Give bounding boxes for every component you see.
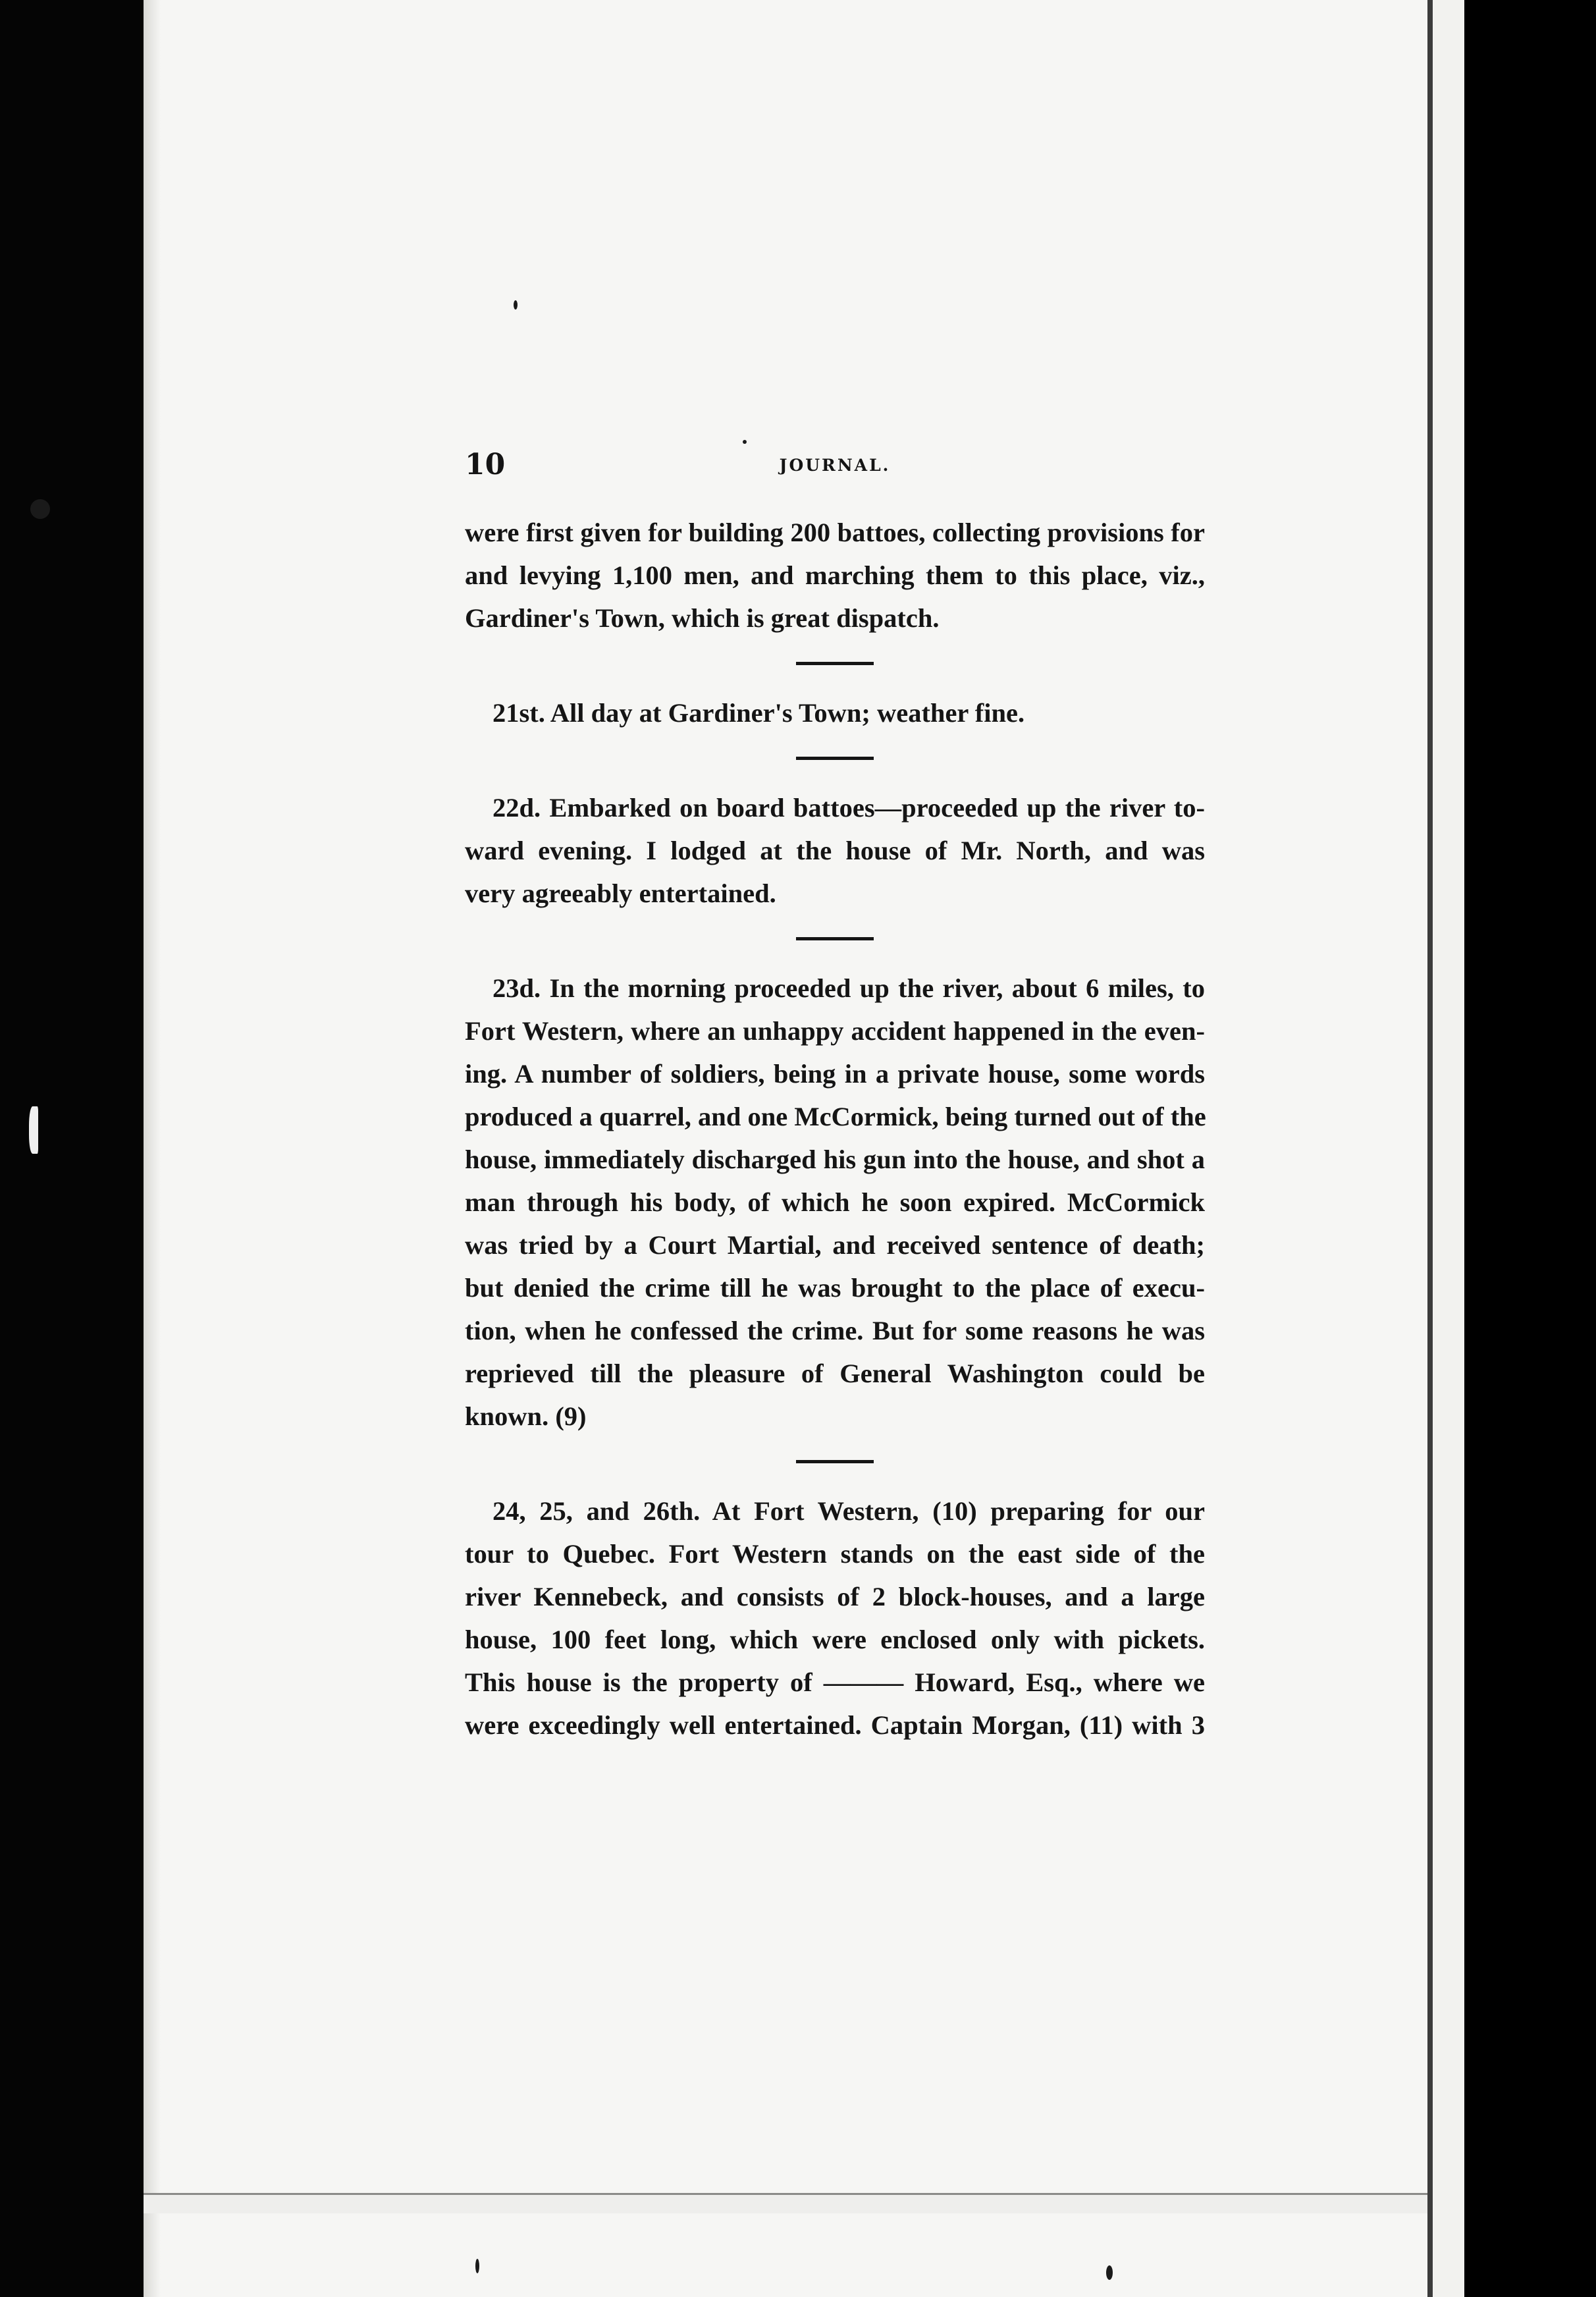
text-line: tour to Quebec. Fort Western stands on the east side of the <box>465 1539 1205 1569</box>
paragraph-23d <box>465 967 1205 1438</box>
scan-speck <box>475 2259 479 2273</box>
text-line: Gardiner's Town, which is great dispatch. <box>465 603 940 633</box>
section-divider <box>796 937 874 940</box>
text-line: 23d. In the morning proceeded up the river, about 6 miles, to <box>492 973 1205 1003</box>
paragraph-continuation <box>465 511 1205 639</box>
page-bottom-edge <box>144 2193 1464 2213</box>
text-line: were exceedingly well entertained. Captain Morgan, (11) with 3 <box>465 1710 1205 1740</box>
section-divider <box>796 662 874 665</box>
adjacent-page-edge <box>1433 0 1464 2297</box>
scan-speck <box>1106 2265 1113 2280</box>
text-line: house, 100 feet long, which were enclosed only with pickets. <box>465 1625 1205 1654</box>
text-line: but denied the crime till he was brought to the place of execu- <box>465 1273 1205 1303</box>
text-line: 22d. Embarked on board battoes—proceeded up the river to- <box>492 793 1205 823</box>
body-text <box>465 511 1205 1746</box>
paragraph-22d <box>465 786 1205 915</box>
text-line: This house is the property of ——— Howard, Esq., where we <box>465 1667 1205 1697</box>
text-line: ward evening. I lodged at the house of Mr. North, and was <box>465 836 1205 865</box>
text-line: man through his body, of which he soon expired. McCormick <box>465 1187 1205 1217</box>
text-line: was tried by a Court Martial, and received sentence of death; <box>465 1230 1205 1260</box>
text-line: produced a quarrel, and one McCormick, being turned out of the <box>465 1102 1206 1131</box>
paragraph-21st <box>465 691 1205 734</box>
text-line: Fort Western, where an unhappy accident happened in the even- <box>465 1016 1205 1046</box>
page-right-edge <box>1427 0 1433 2297</box>
scan-speck <box>743 440 747 444</box>
section-divider <box>796 1460 874 1463</box>
page-number: 10 <box>465 448 506 481</box>
text-line: 21st. All day at Gardiner's Town; weather fine. <box>492 698 1025 728</box>
scan-border-right <box>1464 0 1596 2297</box>
scan-border-left <box>0 0 144 2297</box>
text-line: tion, when he confessed the crime. But for some reasons he was <box>465 1316 1205 1345</box>
text-line: were first given for building 200 battoes, collecting provisions for <box>465 518 1205 547</box>
section-divider <box>796 757 874 760</box>
text-line: known. (9) <box>465 1401 587 1431</box>
scan-speck <box>30 499 50 519</box>
text-line: very agreeably entertained. <box>465 878 776 908</box>
text-line: and levying 1,100 men, and marching them to this place, viz., <box>465 560 1205 590</box>
text-line: ing. A number of soldiers, being in a private house, some words <box>465 1059 1205 1089</box>
running-head <box>465 450 1205 490</box>
scan-speck <box>29 1106 38 1154</box>
scan-speck <box>514 300 518 310</box>
running-title: JOURNAL. <box>779 456 891 475</box>
text-line: 24, 25, and 26th. At Fort Western, (10) preparing for our <box>492 1496 1205 1526</box>
text-line: house, immediately discharged his gun into the house, and shot a <box>465 1145 1205 1174</box>
paragraph-24-26th <box>465 1490 1205 1746</box>
text-line: reprieved till the pleasure of General Washington could be <box>465 1359 1205 1388</box>
text-line: river Kennebeck, and consists of 2 block-houses, and a large <box>465 1582 1205 1611</box>
page-gutter-shadow <box>144 0 161 2297</box>
